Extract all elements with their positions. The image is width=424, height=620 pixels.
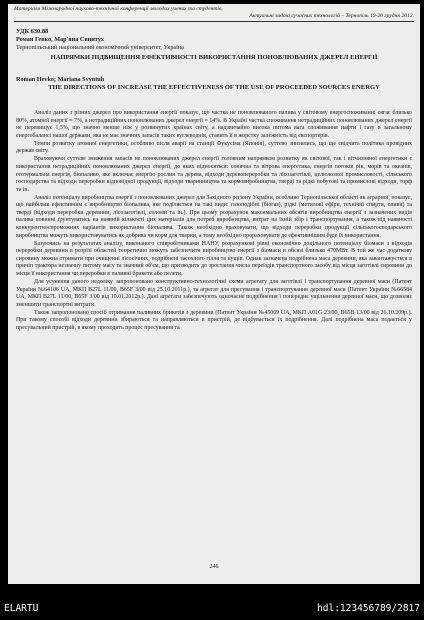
- paragraph: Аналіз потенціалу виробництва енергії з поновлюваних джерел для Західного регіону України, особливо Тернопільської області як аграрної, показує, що найбільш ефективним є виробництво біопалива, яке поділяється на такі види: газоподібні (біогаз), рідкі (метилові ефіри, технічні спирти, оливи) та тверді (відходи переробки деревини, лісозаготівлі, соломи та ін.). При цьому розрахунок максимальних обсягів виробництва енергії з зазначених видів палива повинні ґрунтуватись на наявній кількості цих матеріалів для потреб виробництва, витрат на їхній збір і транспортування, а також від наявності конкурентноспроможних варіантів використання біопалива. Також необхідно враховувати, що відходи переробки продукції сільськогосподарського виробництва можуть використовуватись як добрива чи корм для тварин, а тому необхідно прораховувати де ефективнішим буде їх використання.: [16, 194, 412, 239]
- repository-footer: [0, 598, 424, 620]
- title-en: THE DIRECTIONS OF INCREASE THE EFFECTIVENESS OF THE USE OF PROCEEDED SOURCES ENERGY: [48, 84, 380, 91]
- paragraph: Базуючись на результатах аналізу, виконаного співробітниками НАНУ, розрахункові рівні економічно доцільного потенціалу біомаси з відходів переробки деревини в розрізі областей теоретично можуть забезпечити виробництво енергії з біомаси в обсязі близько 470МВт. В той же час додаткову сировину можна отримати при очищенні лісосічних, подрібнені засохлого гілля та кущів. Однак зазначена подрібнена маса деревини, яка завантажується в причіп трактора незначну питому масу та значний об'єм, що призводить до зростання числа переїздів транспортного засобу від місця заготівлі сировини до місця її використання чи переробки в паливні брикети або пелети.: [16, 240, 412, 278]
- paragraph: Темпи розвитку атомної енергетики, особливо після аварії на станції Фукусіма (Японія), суттєво знизились, що ще свідчить політика провідних держав світу.: [16, 140, 412, 155]
- paragraph: Аналіз даних з різних джерел про використання енергії показує, що частка не поновлюваного палива у світовому енергоспоживанні сягає близько 80%, атомної енергії ≈ 7%, а нетрадиційних поновлюваних джерел енергії ≈ 14%. В Україні частка споживання нетрадиційних поновлюваних джерел енергії не перевищує 1,5%, що значно менше ніж у розвинутих країнах світу, а надзвичайно висока питома вага споживання нафти і газу в загальному енергобалансі нашої держави, яка не має значних запасів таких вуглеводнів, ставить її в жорстку залежність від експортерів.: [16, 110, 412, 139]
- document-page: [8, 4, 420, 584]
- udc-code: УДК 630.88: [16, 28, 49, 35]
- title-ua: НАПРЯМКИ ПІДВИЩЕННЯ ЕФЕКТИВНОСТІ ВИКОРИСТАННЯ ПОНОВЛЮВАНИХ ДЖЕРЕЛ ЕНЕРГІЇ: [50, 54, 378, 61]
- conference-header-line1: Матеріали Міжнародної науково-технічної конференції молодих учених та студентів.: [14, 6, 223, 12]
- paragraph: Враховуючи суттєве зниження запасів не поновлюваних джерел енергії головним напрямком розвитку як світової, так і вітчизняної енергетики є використання нетрадиційних поновлюваних джерел енергії, до яких відносяться: сонячна та вітрова енергетика, енергія потоків рік, морів та океанів, геотермальна енергія, біопаливо, яке включає енергію рослин та дерева, відходи деревопереробки та лісозаготівлі, целюлозної промисловості, сільського господарства та відходи переробки відповідної продукції, відходи тваринництва та кормовиробництва, тверді та рідкі побутові та промислові відходи, торф та ін.: [16, 156, 412, 193]
- affiliation: Тернопільський національний економічний університет, Україна: [16, 45, 184, 51]
- paragraph: Також запропоновано спосіб отримання паливних брикетів з деревини (Патент України №45069 UA, МКП A01G 23/00, B65B 13/00 від 26.10.209р.). При такому способі відходи деревини збираються та направляються в пристрій, де відбувається їх подрібнення. Далі подрібнена маса подається у пресувальний пристрій, в якому проходить процес пресування та: [16, 309, 412, 331]
- header-rule: [14, 21, 414, 22]
- page-number: 246: [209, 564, 219, 570]
- handle-id[interactable]: hdl:123456789/2817: [317, 603, 420, 614]
- authors-en: Roman Hevko; Mariana Svyntuh: [16, 76, 105, 83]
- authors-ua: Роман Гевко, Мар'яна Свинтух: [16, 36, 104, 43]
- conference-header-line2: Актуальні задачі сучасних технологій – Тернопіль 19-20 грудня 2012.: [249, 13, 414, 19]
- paragraph: Для усунення даного недоліку запропоновано конструктивно-технологічні схеми агрегату для заготівлі і транспортування деревної маси (Патент України №64106 UA, МКП B27L 11/00, B65F 3/00 від 25.10.2011р.), та агрегат для пресування і транспортування деревної маси (Патент України №66584 UA, МКП B27L 11/00, B65F 3/00 від 10.01.2012р.). Дані агрегати забезпечують одночасне подрібнення і попереднє ущільнення деревної маси, що дозволяє зменшити транспортні витрати.: [16, 279, 412, 308]
- repository-name[interactable]: ELARTU: [4, 603, 39, 614]
- article-body: [16, 110, 412, 333]
- conference-header: [14, 6, 414, 22]
